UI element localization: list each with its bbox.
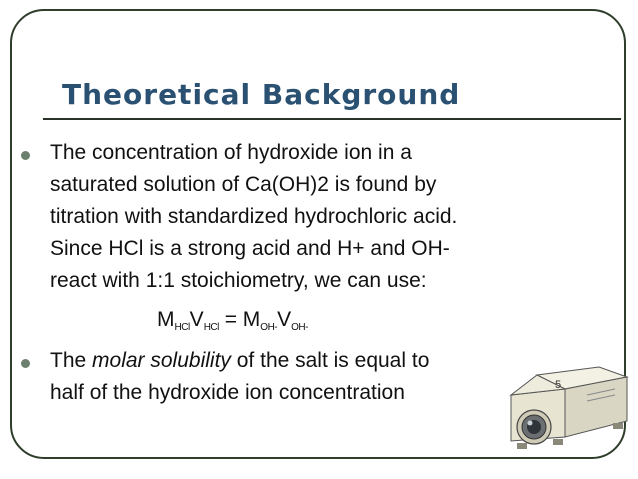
title-underline (43, 118, 621, 120)
bullet1-line: titration with standardized hydrochloric acid. (50, 205, 458, 228)
bullet-marker (21, 359, 30, 368)
formula-v-hcl: V (189, 308, 204, 331)
formula-sub-oh: OH- (291, 322, 308, 333)
projector-icon (507, 365, 631, 462)
formula-equals: = (218, 308, 243, 331)
bullet2-line2: half of the hydroxide ion concentration (50, 381, 405, 404)
formula-m-oh: M (242, 308, 261, 331)
formula-sub-hcl: HCl (203, 322, 219, 333)
bullet-marker (21, 151, 30, 160)
bullet2-line1 (50, 348, 429, 374)
bullet1-line: Since HCl is a strong acid and H+ and OH- (50, 237, 450, 260)
slide-title: Theoretical Background (62, 78, 461, 111)
formula-m-hcl: M (157, 308, 175, 331)
bullet2-prefix: The (50, 349, 93, 372)
formula-sub-hcl: HCl (174, 322, 190, 333)
titration-formula (157, 308, 308, 333)
formula-sub-oh: OH- (260, 322, 278, 333)
bullet2-italic-term: molar solubility (92, 349, 231, 372)
bullet2-rest: of the salt is equal to (230, 349, 430, 372)
slide-number: 5 (555, 379, 562, 391)
bullet1-line: react with 1:1 stoichiometry, we can use: (50, 269, 427, 292)
formula-v-oh: V (277, 308, 292, 331)
bullet1-line: The concentration of hydroxide ion in a (50, 141, 412, 164)
bullet1-line: saturated solution of Ca(OH)2 is found by (50, 173, 437, 196)
